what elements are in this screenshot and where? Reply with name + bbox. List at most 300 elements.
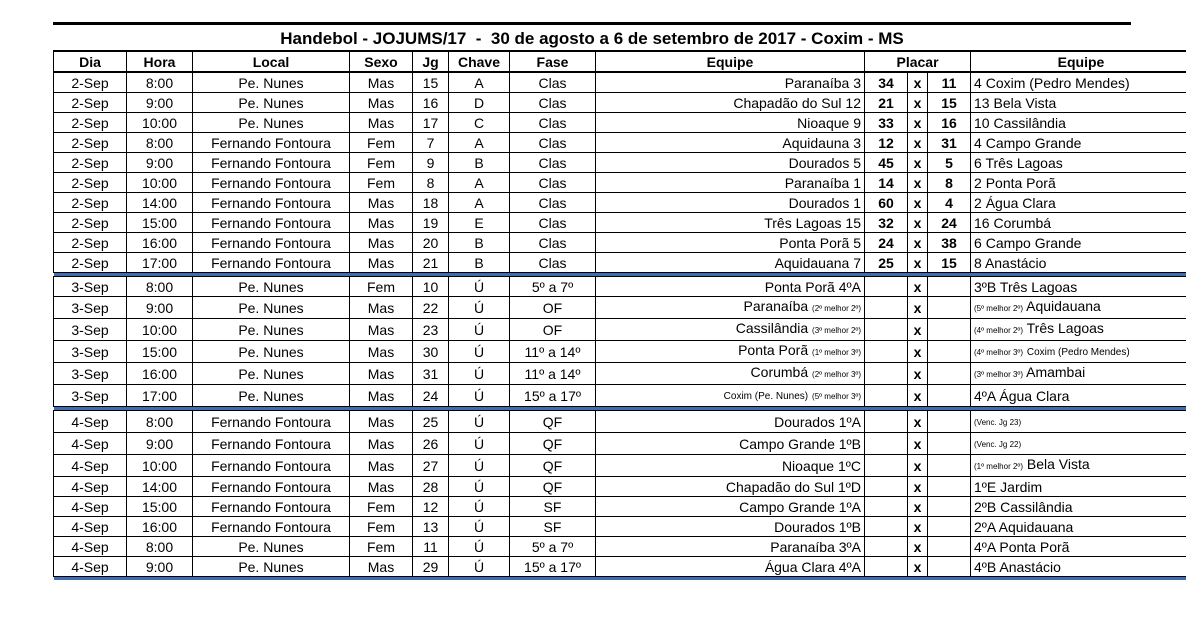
cell-team-2 (971, 433, 1186, 455)
cell-jg: 12 (413, 497, 449, 517)
cell-hora: 16:00 (127, 233, 193, 253)
cell-fase: Clas (510, 213, 596, 233)
cell-team-2 (971, 477, 1186, 497)
cell-dia: 4-Sep (54, 411, 127, 433)
team-2-qualifier: (Venc. Jg 23) (974, 418, 1022, 427)
cell-sexo: Mas (350, 341, 413, 363)
cell-score-2 (928, 277, 971, 297)
team-2-seed: 4ºB (974, 558, 997, 575)
cell-team-2 (971, 411, 1186, 433)
cell-dia: 4-Sep (54, 433, 127, 455)
cell-local: Pe. Nunes (193, 557, 350, 577)
cell-fase: 5º a 7º (510, 277, 596, 297)
team-2-seed: 3ºB (974, 278, 997, 295)
cell-local: Fernando Fontoura (193, 253, 350, 273)
team-1-seed: 4ºA (838, 558, 861, 575)
cell-dia: 2-Sep (54, 193, 127, 213)
cell-team-2 (971, 341, 1186, 363)
cell-versus: x (908, 497, 928, 517)
table-row (54, 319, 1186, 341)
cell-team-1 (596, 537, 865, 557)
cell-team-1 (596, 557, 865, 577)
cell-score-1: 24 (865, 233, 908, 253)
team-1-name: Dourados (774, 518, 835, 535)
table-row (54, 537, 1186, 557)
cell-fase: SF (510, 517, 596, 537)
cell-team-1 (596, 133, 865, 153)
cell-sexo: Mas (350, 411, 413, 433)
team-2-seed: 4ºA (974, 387, 996, 404)
cell-hora: 8:00 (127, 133, 193, 153)
cell-fase: Clas (510, 72, 596, 93)
team-1-name: Aquidauana (774, 254, 850, 271)
cell-hora: 10:00 (127, 173, 193, 193)
cell-score-1 (865, 277, 908, 297)
cell-local: Fernando Fontoura (193, 411, 350, 433)
cell-team-2 (971, 253, 1186, 273)
cell-sexo: Fem (350, 153, 413, 173)
team-2-seed: 2ºA (974, 518, 996, 535)
team-2-name: Cassilândia (993, 114, 1066, 131)
cell-jg: 17 (413, 113, 449, 133)
cell-dia: 2-Sep (54, 233, 127, 253)
cell-fase: Clas (510, 173, 596, 193)
cell-hora: 8:00 (127, 537, 193, 557)
cell-chave: Ú (449, 319, 510, 341)
cell-score-2 (928, 537, 971, 557)
cell-chave: B (449, 253, 510, 273)
cell-hora: 9:00 (127, 93, 193, 113)
team-2-name: Jardim (1000, 478, 1043, 495)
team-2-name: Aquidauana (998, 518, 1074, 535)
cell-hora: 10:00 (127, 113, 193, 133)
table-row (54, 72, 1186, 93)
team-2-name: Anastácio (999, 558, 1061, 575)
cell-hora: 9:00 (127, 433, 193, 455)
cell-dia: 4-Sep (54, 537, 127, 557)
cell-score-2: 31 (928, 133, 971, 153)
cell-versus: x (908, 93, 928, 113)
cell-local: Fernando Fontoura (193, 433, 350, 455)
cell-versus: x (908, 385, 928, 407)
cell-sexo: Mas (350, 213, 413, 233)
cell-team-1 (596, 277, 865, 297)
table-row (54, 113, 1186, 133)
team-1-name: Ponta Porã (779, 234, 850, 251)
cell-local: Fernando Fontoura (193, 517, 350, 537)
team-2-name: Três Lagoas (999, 278, 1078, 295)
cell-score-1 (865, 537, 908, 557)
cell-sexo: Fem (350, 173, 413, 193)
cell-score-2 (928, 455, 971, 477)
cell-versus: x (908, 153, 928, 173)
team-1-seed: 4ºA (838, 278, 861, 295)
team-2-seed: 16 (974, 214, 990, 231)
cell-hora: 10:00 (127, 455, 193, 477)
team-1-name: Dourados (788, 154, 850, 171)
team-1-seed: 1ºA (838, 498, 861, 515)
cell-score-1: 25 (865, 253, 908, 273)
cell-chave: Ú (449, 385, 510, 407)
team-1-name: Campo Grande (739, 498, 835, 515)
cell-hora: 10:00 (127, 319, 193, 341)
cell-versus: x (908, 517, 928, 537)
header-equipe-1: Equipe (596, 51, 865, 72)
team-2-qualifier: (3º melhor 3º) (974, 370, 1023, 379)
cell-local: Fernando Fontoura (193, 497, 350, 517)
cell-team-1 (596, 497, 865, 517)
cell-score-2 (928, 341, 971, 363)
cell-fase: QF (510, 455, 596, 477)
cell-dia: 2-Sep (54, 173, 127, 193)
cell-versus: x (908, 557, 928, 577)
table-row (54, 497, 1186, 517)
team-2-seed: 4ºA (974, 538, 996, 555)
table-row (54, 517, 1186, 537)
cell-hora: 16:00 (127, 517, 193, 537)
cell-team-2 (971, 455, 1186, 477)
cell-fase: Clas (510, 253, 596, 273)
cell-team-2 (971, 363, 1186, 385)
cell-score-1 (865, 517, 908, 537)
team-1-name: Paranaíba (743, 298, 809, 314)
table-row (54, 213, 1186, 233)
table-row (54, 173, 1186, 193)
cell-hora: 15:00 (127, 341, 193, 363)
schedule-table (53, 50, 1186, 580)
cell-jg: 20 (413, 233, 449, 253)
team-2-name: Coxim (Pedro Mendes) (1026, 347, 1130, 358)
cell-local: Fernando Fontoura (193, 173, 350, 193)
cell-hora: 9:00 (127, 153, 193, 173)
cell-versus: x (908, 477, 928, 497)
table-row (54, 455, 1186, 477)
cell-chave: Ú (449, 433, 510, 455)
cell-score-1 (865, 477, 908, 497)
cell-chave: C (449, 113, 510, 133)
cell-chave: Ú (449, 517, 510, 537)
cell-sexo: Mas (350, 477, 413, 497)
table-row (54, 433, 1186, 455)
table-row (54, 341, 1186, 363)
cell-versus: x (908, 277, 928, 297)
cell-score-1: 12 (865, 133, 908, 153)
team-2-name: Aquidauana (1026, 298, 1101, 314)
cell-score-1 (865, 363, 908, 385)
cell-team-1 (596, 72, 865, 93)
team-1-name: Chapadão do Sul (725, 478, 835, 495)
cell-team-1 (596, 363, 865, 385)
separator-bar (54, 577, 1186, 581)
team-2-name: Campo Grande (985, 134, 1082, 151)
cell-hora: 8:00 (127, 411, 193, 433)
team-1-name: Corumbá (750, 364, 809, 380)
team-2-qualifier: (5º melhor 2º) (974, 304, 1023, 313)
cell-team-1 (596, 455, 865, 477)
bottom-separator (54, 577, 1186, 581)
cell-score-2: 24 (928, 213, 971, 233)
cell-sexo: Fem (350, 277, 413, 297)
cell-dia: 2-Sep (54, 153, 127, 173)
cell-score-2: 16 (928, 113, 971, 133)
table-row (54, 193, 1186, 213)
cell-jg: 9 (413, 153, 449, 173)
table-row (54, 363, 1186, 385)
header-fase: Fase (510, 51, 596, 72)
team-2-name: Amambai (1026, 364, 1086, 380)
team-2-qualifier: (Venc. Jg 22) (974, 440, 1022, 449)
table-row (54, 153, 1186, 173)
cell-score-1 (865, 411, 908, 433)
team-1-qualifier: (2º melhor 2º) (812, 304, 861, 313)
table-header (54, 51, 1186, 72)
team-2-name: Três Lagoas (1026, 320, 1104, 336)
cell-dia: 3-Sep (54, 341, 127, 363)
team-2-seed: 13 (974, 94, 990, 111)
cell-versus: x (908, 133, 928, 153)
cell-jg: 18 (413, 193, 449, 213)
cell-versus: x (908, 433, 928, 455)
table-row (54, 253, 1186, 273)
cell-local: Pe. Nunes (193, 297, 350, 319)
cell-score-1 (865, 319, 908, 341)
team-2-seed: 6 (974, 154, 982, 171)
cell-score-2 (928, 297, 971, 319)
cell-jg: 7 (413, 133, 449, 153)
team-2-qualifier: (4º melhor 2º) (974, 326, 1023, 335)
team-1-seed: 15 (845, 214, 861, 231)
cell-chave: A (449, 173, 510, 193)
cell-score-2: 11 (928, 72, 971, 93)
cell-fase: QF (510, 411, 596, 433)
cell-team-1 (596, 477, 865, 497)
cell-team-1 (596, 253, 865, 273)
cell-team-1 (596, 93, 865, 113)
cell-chave: Ú (449, 455, 510, 477)
cell-chave: Ú (449, 277, 510, 297)
team-2-name: Anastácio (984, 254, 1047, 271)
cell-jg: 10 (413, 277, 449, 297)
cell-jg: 15 (413, 72, 449, 93)
team-1-seed: 1ºA (838, 413, 861, 430)
cell-dia: 2-Sep (54, 133, 127, 153)
cell-fase: QF (510, 433, 596, 455)
team-1-seed: 7 (853, 254, 861, 271)
team-2-seed: 10 (974, 114, 990, 131)
cell-sexo: Mas (350, 385, 413, 407)
cell-jg: 26 (413, 433, 449, 455)
cell-jg: 24 (413, 385, 449, 407)
cell-team-1 (596, 153, 865, 173)
team-2-qualifier: (1º melhor 2º) (974, 462, 1023, 471)
cell-score-2 (928, 385, 971, 407)
header-placar: Placar (865, 51, 971, 72)
team-1-seed: 1 (853, 194, 861, 211)
team-1-seed: 12 (845, 94, 861, 111)
cell-score-1: 60 (865, 193, 908, 213)
cell-local: Pe. Nunes (193, 113, 350, 133)
cell-local: Pe. Nunes (193, 341, 350, 363)
team-1-name: Nioaque (781, 457, 835, 474)
team-1-seed: 1ºD (837, 478, 861, 495)
cell-local: Pe. Nunes (193, 385, 350, 407)
cell-chave: A (449, 72, 510, 93)
cell-local: Pe. Nunes (193, 537, 350, 557)
cell-dia: 2-Sep (54, 72, 127, 93)
team-1-name: Nioaque (797, 114, 850, 131)
cell-chave: Ú (449, 341, 510, 363)
cell-score-2: 4 (928, 193, 971, 213)
cell-dia: 3-Sep (54, 277, 127, 297)
header-local: Local (193, 51, 350, 72)
cell-team-2 (971, 173, 1186, 193)
team-2-name: Campo Grande (985, 234, 1082, 251)
cell-hora: 9:00 (127, 297, 193, 319)
cell-fase: Clas (510, 113, 596, 133)
cell-team-2 (971, 213, 1186, 233)
cell-local: Fernando Fontoura (193, 153, 350, 173)
cell-sexo: Mas (350, 113, 413, 133)
cell-versus: x (908, 193, 928, 213)
cell-jg: 21 (413, 253, 449, 273)
cell-dia: 2-Sep (54, 113, 127, 133)
cell-dia: 3-Sep (54, 363, 127, 385)
team-1-name: Dourados (788, 194, 850, 211)
table-body (54, 72, 1186, 580)
cell-chave: B (449, 233, 510, 253)
cell-local: Pe. Nunes (193, 319, 350, 341)
cell-fase: Clas (510, 133, 596, 153)
cell-hora: 8:00 (127, 277, 193, 297)
table-row (54, 477, 1186, 497)
table-row (54, 93, 1186, 113)
team-1-seed: 1ºC (837, 457, 861, 474)
team-2-name: Corumbá (993, 214, 1052, 231)
cell-sexo: Mas (350, 363, 413, 385)
cell-sexo: Fem (350, 133, 413, 153)
cell-local: Pe. Nunes (193, 277, 350, 297)
cell-chave: Ú (449, 557, 510, 577)
cell-jg: 11 (413, 537, 449, 557)
cell-versus: x (908, 253, 928, 273)
team-1-name: Ponta Porã (738, 342, 809, 358)
team-1-name: Campo Grande (739, 435, 835, 452)
cell-team-2 (971, 297, 1186, 319)
cell-local: Fernando Fontoura (193, 193, 350, 213)
team-1-qualifier: (1º melhor 3º) (812, 348, 861, 357)
cell-sexo: Mas (350, 72, 413, 93)
cell-score-1 (865, 341, 908, 363)
cell-jg: 8 (413, 173, 449, 193)
cell-versus: x (908, 72, 928, 93)
team-2-seed: 8 (974, 254, 982, 271)
cell-chave: B (449, 153, 510, 173)
cell-dia: 4-Sep (54, 557, 127, 577)
header-sexo: Sexo (350, 51, 413, 72)
cell-versus: x (908, 173, 928, 193)
cell-score-1 (865, 385, 908, 407)
cell-fase: SF (510, 497, 596, 517)
header-dia: Dia (54, 51, 127, 72)
table-row (54, 297, 1186, 319)
cell-score-1: 34 (865, 72, 908, 93)
cell-sexo: Mas (350, 253, 413, 273)
table-row (54, 411, 1186, 433)
top-rule (53, 22, 1131, 25)
cell-chave: E (449, 213, 510, 233)
cell-hora: 14:00 (127, 477, 193, 497)
team-2-name: Coxim (Pedro Mendes) (985, 74, 1130, 91)
team-1-seed: 5 (853, 154, 861, 171)
team-1-qualifier: (2º melhor 3º) (812, 370, 861, 379)
cell-local: Pe. Nunes (193, 72, 350, 93)
cell-dia: 3-Sep (54, 297, 127, 319)
cell-score-2 (928, 557, 971, 577)
cell-local: Fernando Fontoura (193, 455, 350, 477)
team-2-name: Água Clara (999, 387, 1070, 404)
cell-team-2 (971, 193, 1186, 213)
cell-score-1: 33 (865, 113, 908, 133)
cell-chave: Ú (449, 477, 510, 497)
cell-versus: x (908, 341, 928, 363)
cell-team-2 (971, 319, 1186, 341)
cell-score-1 (865, 557, 908, 577)
cell-dia: 2-Sep (54, 93, 127, 113)
cell-jg: 28 (413, 477, 449, 497)
cell-hora: 17:00 (127, 253, 193, 273)
header-chave: Chave (449, 51, 510, 72)
cell-dia: 4-Sep (54, 517, 127, 537)
cell-team-1 (596, 193, 865, 213)
team-2-seed: 2ºB (974, 498, 997, 515)
cell-versus: x (908, 213, 928, 233)
team-1-qualifier: (3º melhor 2º) (812, 326, 861, 335)
table-row (54, 277, 1186, 297)
cell-fase: 5º a 7º (510, 537, 596, 557)
cell-versus: x (908, 411, 928, 433)
cell-jg: 30 (413, 341, 449, 363)
cell-sexo: Fem (350, 537, 413, 557)
cell-sexo: Fem (350, 517, 413, 537)
table-row (54, 233, 1186, 253)
cell-team-2 (971, 113, 1186, 133)
team-1-seed: 9 (853, 114, 861, 131)
cell-team-2 (971, 133, 1186, 153)
cell-team-1 (596, 297, 865, 319)
cell-fase: OF (510, 319, 596, 341)
team-1-name: Paranaíba (784, 174, 850, 191)
cell-local: Fernando Fontoura (193, 133, 350, 153)
cell-versus: x (908, 319, 928, 341)
cell-versus: x (908, 297, 928, 319)
cell-team-2 (971, 537, 1186, 557)
team-2-seed: 1ºE (974, 478, 997, 495)
cell-sexo: Mas (350, 297, 413, 319)
cell-hora: 15:00 (127, 497, 193, 517)
cell-score-1: 32 (865, 213, 908, 233)
cell-jg: 13 (413, 517, 449, 537)
cell-hora: 9:00 (127, 557, 193, 577)
cell-score-1: 21 (865, 93, 908, 113)
schedule-sheet (53, 22, 1131, 580)
cell-score-2 (928, 363, 971, 385)
team-2-name: Três Lagoas (985, 154, 1063, 171)
cell-sexo: Mas (350, 319, 413, 341)
cell-team-1 (596, 173, 865, 193)
cell-team-2 (971, 497, 1186, 517)
cell-fase: Clas (510, 233, 596, 253)
team-1-seed: 5 (853, 234, 861, 251)
